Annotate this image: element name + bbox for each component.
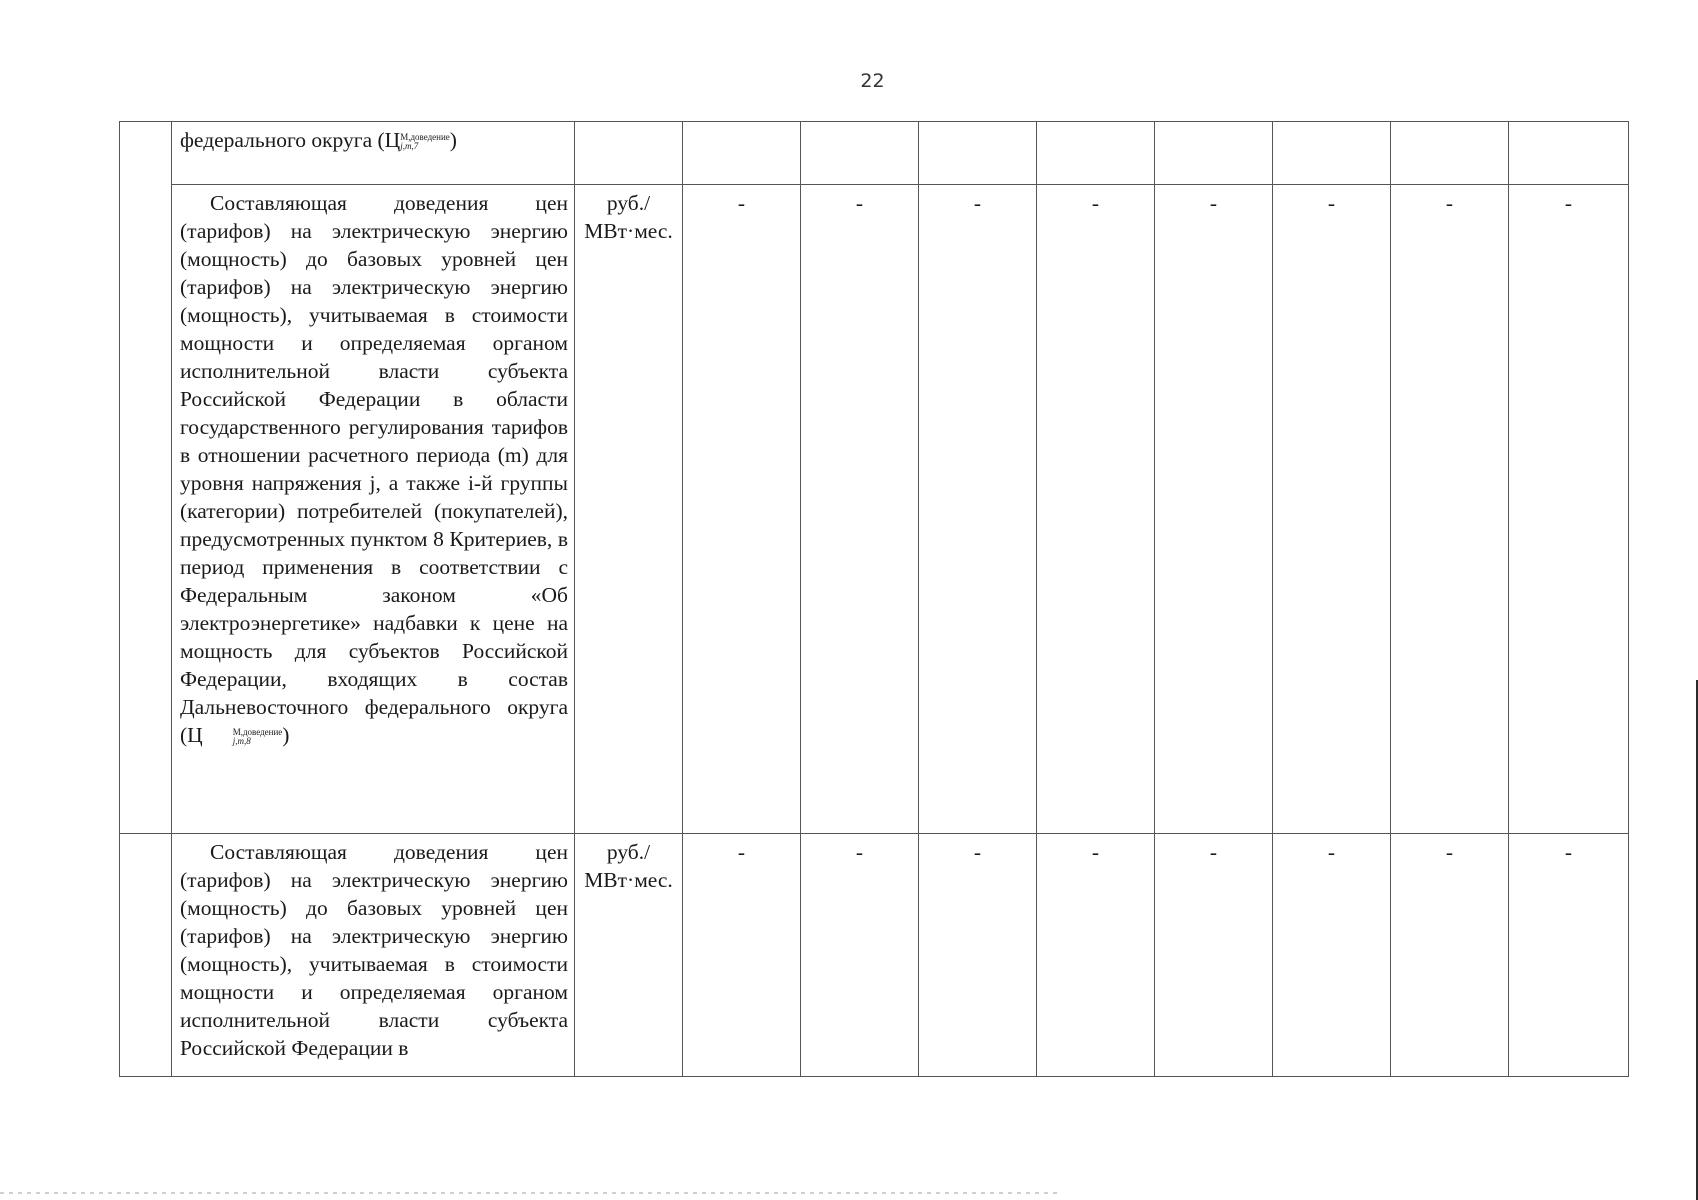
value-cell	[919, 122, 1037, 185]
value-dash: -	[737, 840, 746, 864]
value-cell	[1037, 122, 1155, 185]
description-tail: федерального округа	[180, 128, 373, 152]
row-number-cell	[120, 122, 172, 834]
description-cell	[172, 122, 575, 185]
formula-superscript: М,доведение	[232, 727, 283, 737]
formula-symbol: (Ц	[377, 128, 401, 152]
value-dash: -	[1209, 840, 1218, 864]
unit-line-2: МВт·мес.	[584, 219, 673, 243]
row-number-cell	[120, 834, 172, 1077]
tariff-table	[119, 121, 1629, 1077]
formula-close: )	[282, 723, 290, 747]
table-row	[120, 122, 1629, 185]
table-row	[120, 185, 1629, 834]
formula	[378, 128, 457, 152]
value-dash: -	[1564, 191, 1573, 215]
value-cell	[1509, 122, 1629, 185]
value-cell	[1509, 185, 1629, 834]
description-text	[180, 126, 568, 154]
description-cell	[172, 834, 575, 1077]
value-cell	[1037, 185, 1155, 834]
value-dash: -	[1327, 191, 1336, 215]
value-cell	[801, 185, 919, 834]
unit-cell	[575, 122, 683, 185]
table-row	[120, 834, 1629, 1077]
value-dash: -	[973, 840, 982, 864]
value-cell	[801, 122, 919, 185]
value-dash: -	[855, 191, 864, 215]
value-cell	[1509, 834, 1629, 1077]
value-cell	[1391, 122, 1509, 185]
value-dash: -	[1564, 840, 1573, 864]
value-cell	[1155, 834, 1273, 1077]
formula-superscript: М,доведение	[400, 132, 450, 142]
value-cell	[683, 122, 801, 185]
value-cell	[1155, 185, 1273, 834]
value-cell	[1391, 185, 1509, 834]
description-body: Составляющая доведения цен (тарифов) на электрическую энергию (мощность) до базовых уровней цен (тарифов) на электрическую энергию (мощность), учитываемая в стоимости мощности и определяемая органом исполнительной власти субъекта Российской Федерации в области государственного регулирования тарифов в отношении расчетного периода (m) для уровня напряжения j, а также i-й группы (категории) потребителей (покупателей), предусмотренных пунктом 8 Критериев, в период применения в соответствии с Федеральным законом «Об электроэнергетике» надбавки к цене на мощность для субъектов Российской Федерации, входящих в состав Дальневосточного федерального округа	[180, 191, 568, 719]
value-cell	[1391, 834, 1509, 1077]
value-cell	[919, 834, 1037, 1077]
formula-close: )	[449, 128, 457, 152]
value-dash: -	[1445, 840, 1454, 864]
formula-subscript: j,m,7	[400, 141, 419, 151]
value-cell	[683, 834, 801, 1077]
unit-line-1: руб./	[606, 191, 651, 215]
unit-line-2: МВт·мес.	[584, 868, 673, 892]
value-dash: -	[1445, 191, 1454, 215]
value-dash: -	[1091, 840, 1100, 864]
formula-symbol: (Ц	[180, 723, 203, 747]
value-dash: -	[973, 191, 982, 215]
value-cell	[1273, 122, 1391, 185]
formula-subscript: j,m,8	[232, 736, 251, 746]
value-cell	[683, 185, 801, 834]
value-cell	[919, 185, 1037, 834]
description-text	[180, 189, 568, 749]
value-dash: -	[855, 840, 864, 864]
value-cell	[1037, 834, 1155, 1077]
scan-artifact	[0, 1192, 1060, 1194]
page-number: 22	[860, 70, 885, 92]
value-cell	[1273, 834, 1391, 1077]
value-dash: -	[1327, 840, 1336, 864]
value-cell	[1273, 185, 1391, 834]
unit-cell	[575, 834, 683, 1077]
description-text: Составляющая доведения цен (тарифов) на электрическую энергию (мощность) до базовых уровней цен (тарифов) на электрическую энергию (мощность), учитываемая в стоимости мощности и определяемая органом исполнительной власти субъекта Российской Федерации в	[180, 840, 568, 1060]
value-dash: -	[1209, 191, 1218, 215]
formula	[180, 723, 289, 747]
unit-line-1: руб./	[606, 840, 651, 864]
value-cell	[801, 834, 919, 1077]
value-cell	[1155, 122, 1273, 185]
value-dash: -	[1091, 191, 1100, 215]
value-dash: -	[737, 191, 746, 215]
unit-cell	[575, 185, 683, 834]
description-cell	[172, 185, 575, 834]
